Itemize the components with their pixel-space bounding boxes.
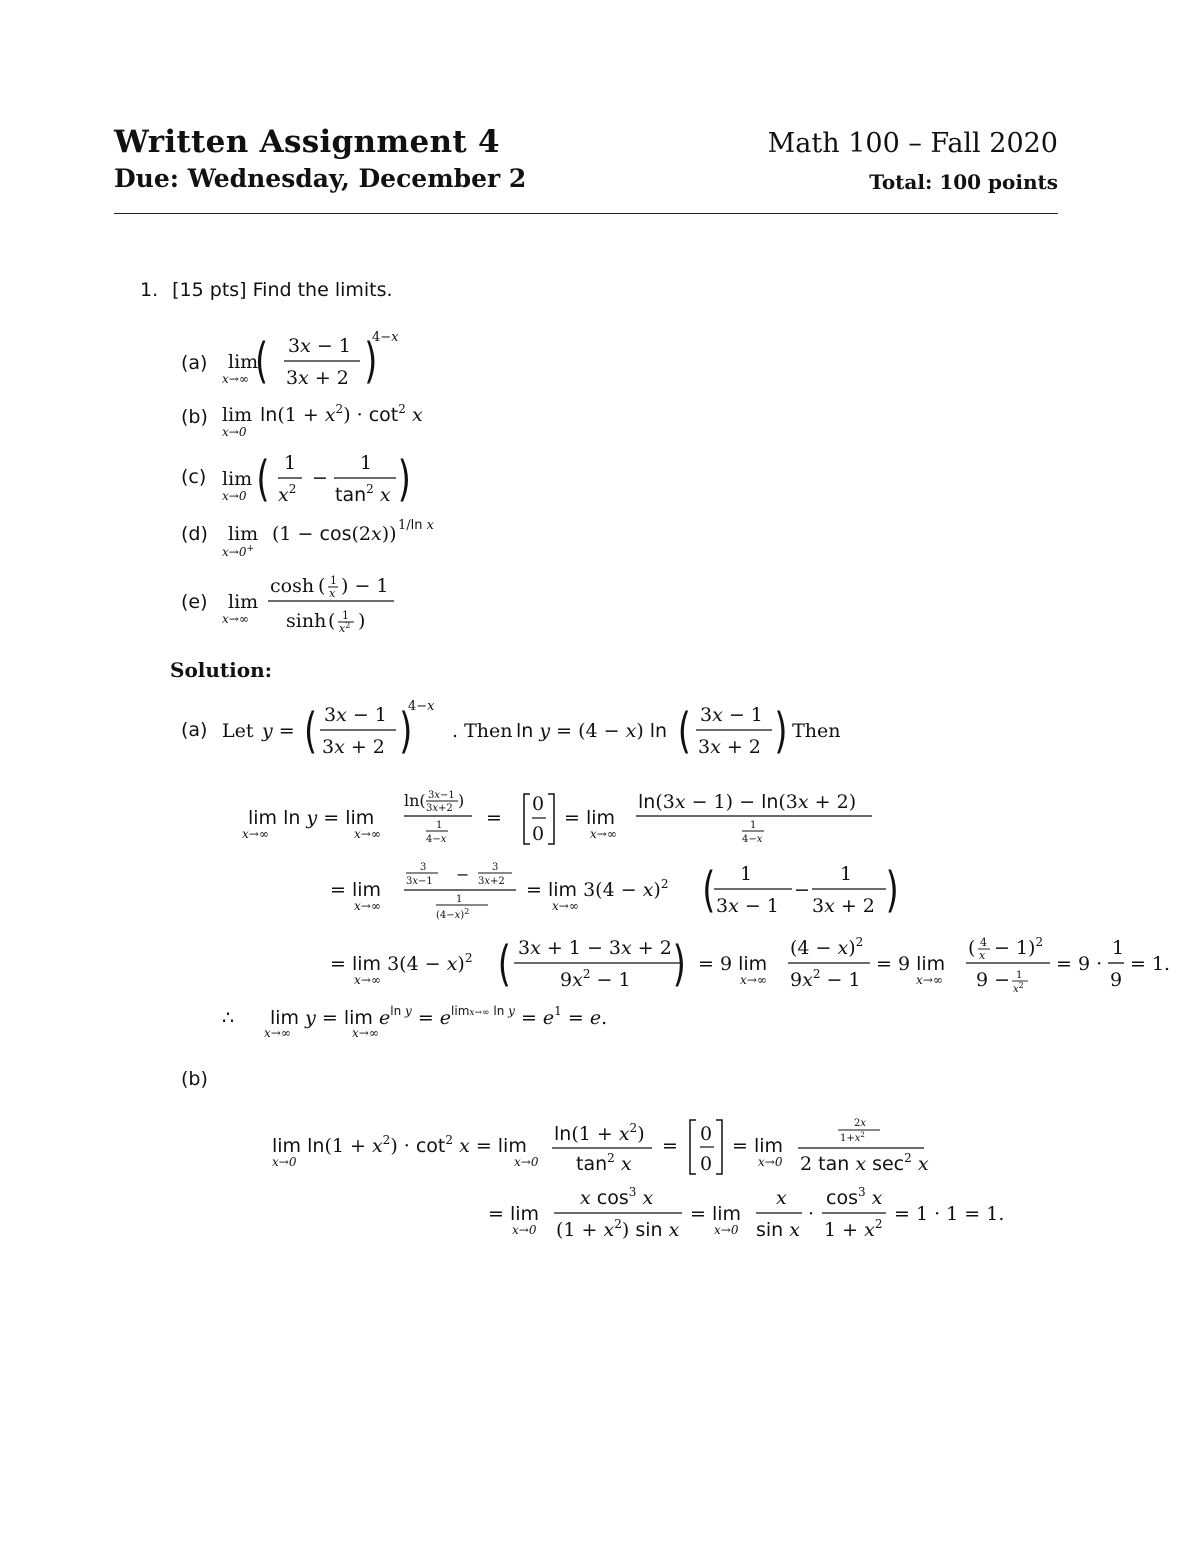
svg-text:(: ( (255, 332, 269, 389)
svg-text:= 9 lim: = 9 lim (876, 953, 946, 975)
svg-text:0: 0 (700, 1153, 713, 1175)
problem-number: 1. (140, 279, 159, 301)
svg-text:3x + 2: 3x + 2 (286, 367, 349, 389)
therefore-symbol: ∴ (222, 1007, 235, 1029)
svg-text:ln(3x − 1) − ln(3x + 2): ln(3x − 1) − ln(3x + 2) (638, 791, 857, 813)
svg-text:x→∞: x→∞ (916, 973, 943, 987)
svg-text:= lim 3(4 − x)2: = $\lim 3(4 - x)^2$ (526, 877, 669, 901)
solution-then-word-2: . Then (780, 720, 841, 742)
svg-text:1: 1 (284, 452, 297, 474)
svg-text:x cos3 x: x $\cos^3 x$ (580, 1185, 654, 1209)
svg-text:x2: $x^2$ (278, 482, 297, 506)
part-c-expression (220, 445, 440, 515)
svg-text:= lim: = lim (488, 1203, 540, 1225)
svg-text:): ) (458, 791, 465, 810)
svg-text:tan2 x: $\tan^2 x$ (576, 1151, 632, 1175)
svg-text:ln(1 + x2) · cot2 x: $\ln(1 + x^2) \cdot \cot^2 x$ (260, 402, 423, 426)
svg-text:): ) (399, 702, 413, 759)
svg-text:1: 1 (750, 820, 757, 831)
svg-text:(4 − x)2: $(4 - x)^2$ (790, 935, 864, 959)
svg-text:3x − 1: 3x − 1 (324, 704, 387, 726)
svg-text:1: 1 (1112, 937, 1125, 959)
due-date: Due: Wednesday, December 2 (114, 164, 527, 193)
svg-text:9x2 − 1: $9x^2 - 1$ (790, 967, 861, 991)
svg-text:4: 4 (980, 936, 987, 949)
svg-text:− 1)2: − 1)$^2$ (994, 935, 1044, 959)
svg-text:= 1 · 1 = 1.: = 1 · 1 = 1. (894, 1203, 1005, 1225)
svg-text:ln(1 + x2): $\ln(1 + x^2)$ (554, 1121, 645, 1145)
svg-text:x→0: x→0 (272, 1155, 297, 1169)
svg-text:·: · (808, 1203, 815, 1225)
svg-text:0: 0 (700, 1123, 713, 1145)
svg-text:): ) (397, 450, 411, 507)
svg-text:9 −: 9 − (976, 969, 1011, 991)
svg-text:lim: lim (222, 404, 253, 426)
svg-text:ln y = (4 − x) ln: ln y = (4 − x) ln (516, 720, 668, 742)
svg-text:= lim: = lim (564, 807, 616, 829)
svg-text:x→∞: x→∞ (354, 827, 381, 841)
part-b-expression (220, 395, 460, 445)
svg-text:(: ( (497, 935, 511, 992)
svg-text:): ) (672, 935, 686, 992)
part-a-label: (a) (181, 352, 208, 374)
part-d-expression (220, 512, 480, 562)
svg-text:1: 1 (342, 609, 349, 622)
svg-text:x→∞: x→∞ (264, 1026, 291, 1040)
svg-text:): ) (364, 332, 378, 389)
svg-text:(: ( (968, 937, 976, 959)
svg-text:(: ( (328, 610, 336, 632)
svg-text:x→∞: x→∞ (552, 899, 579, 913)
svg-text:1: 1 (1016, 970, 1023, 981)
svg-text:1: 1 (436, 820, 443, 831)
svg-text:x→∞: x→∞ (222, 372, 249, 386)
svg-text:= 9 ·: = 9 · (1056, 953, 1103, 975)
svg-text:0: 0 (532, 793, 545, 815)
problem-points: [15 pts] (172, 279, 247, 301)
solution-a-intro (220, 693, 880, 763)
svg-text:lim: lim (228, 351, 259, 373)
svg-text:lim: lim (228, 591, 259, 613)
svg-text:3x + 2: 3x + 2 (698, 736, 761, 758)
svg-text:1: 1 (360, 452, 373, 474)
svg-text:): ) (774, 702, 788, 759)
svg-text:9x2 − 1: $9x^2 - 1$ (560, 967, 631, 991)
svg-text:=: = (486, 807, 502, 829)
svg-text:3x−1: 3x−1 (406, 876, 433, 887)
svg-text:= lim: = lim (330, 879, 382, 901)
svg-text:x2: $x^2$ (1013, 981, 1024, 995)
svg-text:1/ln x: 1/ln x (398, 518, 434, 533)
svg-text:3x + 1 − 3x + 2: 3x + 1 − 3x + 2 (518, 937, 672, 959)
svg-text:3x+2: 3x+2 (426, 803, 453, 814)
part-e-expression (220, 565, 420, 645)
part-c-label: (c) (181, 466, 207, 488)
svg-text:9: 9 (1110, 969, 1123, 991)
solution-a-step-2 (320, 852, 920, 932)
svg-text:lim ln(1 + x2) · cot2 x = lim: $\lim \ln(1 + x^2) \cdot \cot^2 x = \lim$ (272, 1133, 527, 1157)
svg-text:x→0: x→0 (758, 1155, 783, 1169)
svg-text:(: ( (677, 702, 691, 759)
svg-text:2x: 2x (854, 1118, 867, 1129)
svg-text:x: x (329, 587, 336, 600)
problem-statement (140, 279, 393, 301)
part-a-expression (220, 325, 420, 395)
svg-text:3x + 2: 3x + 2 (322, 736, 385, 758)
svg-text:= lim 3(4 − x)2: = $\lim 3(4 - x)^2$ (330, 951, 473, 975)
svg-text:sin x: sin x (756, 1219, 800, 1241)
svg-text:3x−1: 3x−1 (428, 790, 455, 801)
svg-text:3x − 1: 3x − 1 (716, 895, 779, 917)
svg-text:3x − 1: 3x − 1 (700, 704, 763, 726)
svg-text:(: ( (702, 861, 716, 918)
svg-text:4−x: 4−x (426, 834, 447, 845)
course-name: Math 100 – Fall 2020 (767, 128, 1058, 159)
svg-text:y =: y = (262, 720, 295, 742)
svg-text:(4−x)2: $(4-x)^2$ (436, 907, 470, 921)
svg-text:−: − (456, 865, 470, 884)
problem-prompt: Find the limits. (252, 279, 393, 301)
total-points: Total: 100 points (869, 170, 1058, 194)
solution-a-step-1 (240, 780, 900, 860)
solution-let-word: Let (222, 720, 254, 742)
header-divider (114, 213, 1058, 214)
svg-text:): ) (885, 861, 899, 918)
svg-text:x→∞: x→∞ (354, 973, 381, 987)
part-b-label: (b) (181, 406, 208, 428)
svg-text:1: 1 (740, 863, 753, 885)
svg-text:1: 1 (456, 894, 463, 905)
svg-text:x: x (776, 1187, 787, 1209)
svg-text:): ) (358, 610, 366, 632)
svg-text:(: ( (256, 450, 270, 507)
svg-text:x→0: x→0 (514, 1155, 539, 1169)
svg-text:cosh: cosh (270, 575, 315, 597)
svg-text:x→∞: x→∞ (222, 612, 249, 626)
solution-a-conclusion (220, 996, 700, 1046)
svg-text:= 9 lim: = 9 lim (698, 953, 768, 975)
svg-text:lim: lim (228, 523, 259, 545)
svg-text:x→0: x→0 (714, 1223, 739, 1237)
svg-text:x→0+: x→0+ (222, 544, 255, 559)
svg-text:1: 1 (330, 574, 337, 587)
solution-then-word-1: . Then (452, 720, 513, 742)
svg-text:4−x: 4−x (408, 699, 435, 714)
svg-text:x→∞: x→∞ (354, 899, 381, 913)
svg-text:=: = (662, 1135, 678, 1157)
svg-text:3: 3 (420, 862, 427, 873)
svg-text:x2: $x^2$ (339, 621, 351, 635)
svg-text:(1 + x2) sin x: $(1 + x^2)$ sin x (556, 1217, 680, 1241)
solution-b-label: (b) (181, 1068, 208, 1090)
svg-text:) − 1: ) − 1 (341, 575, 389, 597)
svg-text:x→∞: x→∞ (740, 973, 767, 987)
svg-text:(: ( (318, 575, 326, 597)
svg-text:0: 0 (532, 823, 545, 845)
svg-text:1 + x2: $1 + x^2$ (824, 1217, 883, 1241)
svg-text:(1 − cos(2x)): (1 − cos(2x)) (272, 523, 397, 545)
solution-b-step-2 (486, 1182, 1026, 1252)
svg-text:= lim: = lim (732, 1135, 784, 1157)
svg-text:lim y = lim eln y = elimx→∞ ln: $\lim y = \lim e^{ln y} = e^{limx\to\infty ln y} = e^1 = e$. (270, 1004, 608, 1029)
svg-text:x→∞: x→∞ (590, 827, 617, 841)
svg-text:2 tan x sec2 x: 2 tan x $\sec^2 x$ (800, 1151, 929, 1175)
solution-b-step-1 (270, 1112, 950, 1182)
svg-text:lim: lim (222, 468, 253, 490)
svg-text:4−x: 4−x (742, 834, 763, 845)
svg-text:3x + 2: 3x + 2 (812, 895, 875, 917)
svg-text:x: x (979, 949, 986, 962)
svg-text:= 1.: = 1. (1130, 953, 1171, 975)
solution-a-label: (a) (181, 719, 208, 741)
svg-text:x→0: x→0 (222, 425, 247, 439)
svg-text:1: 1 (840, 863, 853, 885)
svg-text:x→∞: x→∞ (352, 1026, 379, 1040)
svg-text:= lim: = lim (690, 1203, 742, 1225)
svg-text:(: ( (304, 702, 318, 759)
solution-heading: Solution: (170, 658, 273, 682)
svg-text:tan2 x: $\tan^2 x$ (335, 482, 391, 506)
assignment-title: Written Assignment 4 (114, 124, 500, 160)
svg-text:x→0: x→0 (222, 489, 247, 503)
svg-text:3x − 1: 3x − 1 (288, 335, 351, 357)
svg-text:ln(: ln( (404, 791, 426, 810)
svg-text:3: 3 (492, 862, 499, 873)
svg-text:−: − (794, 879, 810, 901)
svg-text:x→0: x→0 (512, 1223, 537, 1237)
svg-text:−: − (312, 467, 328, 489)
part-d-label: (d) (181, 523, 208, 545)
svg-text:3x+2: 3x+2 (478, 876, 505, 887)
svg-text:cos3 x: $\cos^3 x$ (826, 1185, 883, 1209)
svg-text:4−x: 4−x (372, 330, 399, 345)
part-e-label: (e) (181, 591, 208, 613)
solution-a-step-3 (320, 926, 1180, 1006)
svg-text:x→∞: x→∞ (242, 827, 269, 841)
svg-text:1+x2: $1+x^2$ (840, 1131, 865, 1144)
svg-text:sinh: sinh (286, 610, 327, 632)
svg-text:lim ln y = lim: lim ln y = lim (248, 807, 375, 829)
